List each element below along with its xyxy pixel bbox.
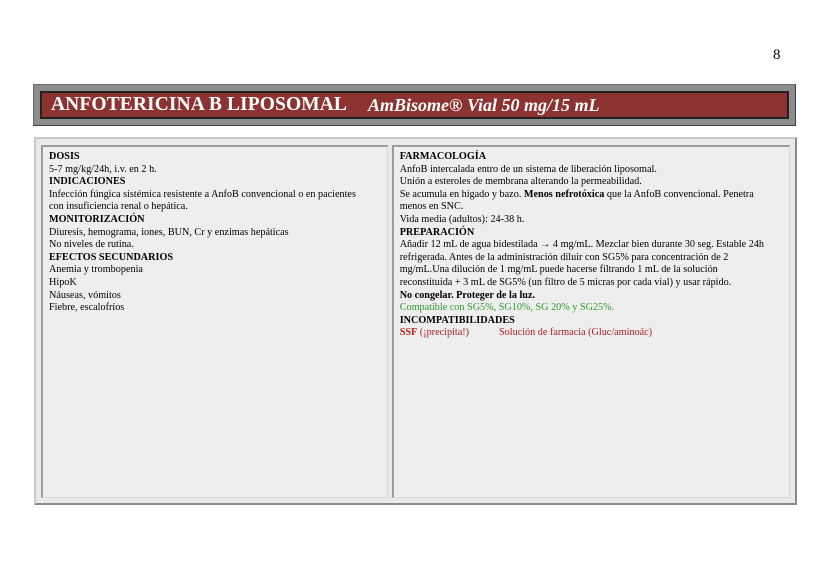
title-bar (40, 91, 789, 119)
indicaciones-text: con insuficiencia renal o hepática. (49, 201, 188, 213)
indicaciones-heading: INDICACIONES (49, 176, 126, 188)
farmacologia-text-a: Se acumula en hígado y bazo. (399, 188, 524, 200)
farmacologia-text: AnfoB intercalada entro de un sistema de liberación liposomal. (399, 163, 657, 175)
preparacion-text: reconstituida + 3 mL de SG5% (un filtro de 5 micras por cada vial) y usar rápido. (399, 276, 732, 288)
efectos-item: Anemia y trombopenia (49, 264, 143, 276)
brand-name: AmBisome® Vial 50 mg/15 mL (368, 94, 600, 115)
left-column (41, 145, 388, 498)
title-frame (33, 84, 796, 126)
no-congelar-text: No congelar. Proteger de la luz. (399, 289, 536, 301)
compatible-text: Compatible con SG5%, SG10%, SG 20% y SG25%. (399, 302, 615, 314)
indicaciones-text: Infección fúngica sistémica resistente a AnfoB convencional o en pacientes (49, 188, 356, 200)
ssf-label: SSF (399, 327, 418, 339)
preparacion-text: mg/mL.Una dilución de 1 mg/mL puede hacerse filtrando 1 mL de la solución (399, 264, 718, 276)
efectos-item: Náuseas, vómitos (49, 289, 121, 301)
preparacion-text: Añadir 12 mL de agua bidestilada → 4 mg/mL. Mezclar bien durante 30 seg. Estable 24h (399, 239, 764, 251)
farmacologia-heading: FARMACOLOGÍA (399, 151, 487, 162)
incompatibilidades-heading: INCOMPATIBILIDADES (399, 314, 515, 326)
farmacologia-text-c: que la AnfoB convencional. Penetra (604, 188, 754, 200)
monitorizacion-text: Diuresis, hemograma, iones, BUN, Cr y enzimas hepáticas (49, 226, 289, 238)
dosis-text: 5-7 mg/kg/24h, i.v. en 2 h. (49, 163, 157, 175)
efectos-item: HipoK (49, 276, 77, 288)
efectos-heading: EFECTOS SECUNDARIOS (49, 251, 174, 263)
solucion-farmacia-text: Solución de farmacia (Gluc/aminoác) (499, 327, 653, 339)
right-column (392, 145, 790, 498)
dosis-heading: DOSIS (49, 151, 80, 162)
content-frame (34, 137, 797, 505)
incompatibilidades-row (400, 327, 783, 340)
efectos-item: Fiebre, escalofríos (49, 302, 125, 314)
farmacologia-text (400, 189, 783, 202)
drug-name: ANFOTERICINA B LIPOSOMAL (51, 94, 348, 115)
farmacologia-text: Unión a esteroles de membrana alterando la permeabilidad. (399, 176, 642, 188)
nefrotoxica-text: Menos nefrotóxica (523, 188, 605, 200)
preparacion-heading: PREPARACIÓN (399, 226, 475, 238)
page-number: 8 (773, 47, 781, 63)
vida-media-text: Vida media (adultos): 24-38 h. (399, 213, 525, 225)
farmacologia-text: menos en SNC. (399, 201, 464, 213)
monitorizacion-heading: MONITORIZACIÓN (49, 213, 145, 225)
ssf-note: (¡precipita!) (417, 327, 470, 339)
preparacion-text: refrigerada. Antes de la administración diluir con SG5% para concentración de 2 (399, 251, 729, 263)
monitorizacion-text: No niveles de rutina. (49, 239, 134, 251)
